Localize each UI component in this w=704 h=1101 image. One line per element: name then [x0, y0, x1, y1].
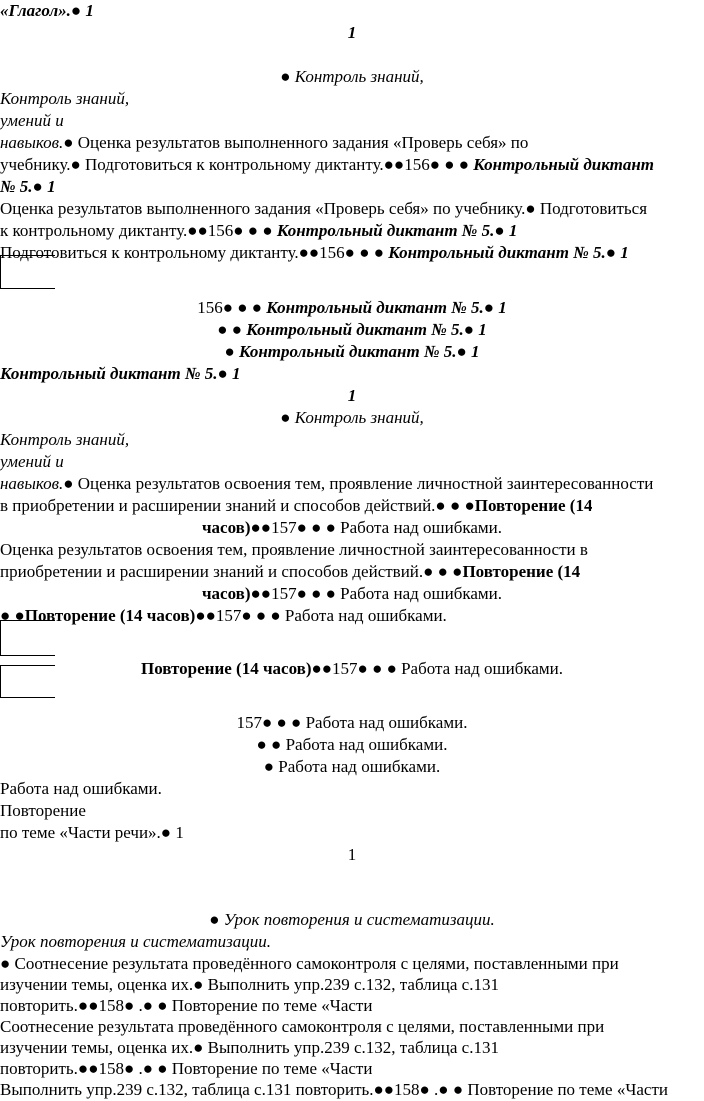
text-line: Повторение (14 часов)●●157● ● ● Работа над ошибками. — [140, 659, 563, 678]
lesson-hours: 1 — [347, 23, 357, 42]
text-line: ● ● Контрольный диктант № 5.● 1 — [217, 320, 487, 339]
text-line: Соотнесение результата проведённого самоконтроля с целями, поставленными при — [0, 1017, 605, 1036]
text-line: повторить.●●158● .● ● Повторение по теме «Части — [0, 1059, 373, 1078]
text-line: навыков.● Оценка результатов выполненного задания «Проверь себя» по — [0, 133, 529, 152]
text-line: «Глагол».● 1 — [0, 1, 94, 20]
text-line: приобретении и расширении знаний и способов действий.● ● ●Повторение (14 — [0, 562, 581, 581]
text-line: ● Контрольный диктант № 5.● 1 — [224, 342, 480, 361]
text-line: часов)●●157● ● ● Работа над ошибками. — [201, 584, 503, 603]
text-line: к контрольному диктанту.●●156● ● ● Контрольный диктант № 5.● 1 — [0, 221, 518, 240]
text-line: Работа над ошибками. — [0, 779, 162, 798]
table-cell-box — [0, 665, 55, 698]
text-line: изучении темы, оценка их.● Выполнить упр.239 с.132, таблица с.131 — [0, 975, 499, 994]
text-line: навыков.● Оценка результатов освоения тем, проявление личностной заинтересованности — [0, 474, 654, 493]
text-line: изучении темы, оценка их.● Выполнить упр.239 с.132, таблица с.131 — [0, 1038, 499, 1057]
text-line: умений и — [0, 452, 64, 471]
text-line: ● Соотнесение результата проведённого самоконтроля с целями, поставленными при — [0, 954, 619, 973]
text-line: Урок повторения и систематизации. — [0, 932, 271, 951]
lesson-type: ● Контроль знаний, — [280, 408, 424, 427]
table-cell-box — [0, 255, 55, 289]
text-line: в приобретении и расширении знаний и способов действий.● ● ●Повторение (14 — [0, 496, 593, 515]
text-line: повторить.●●158● .● ● Повторение по теме «Части — [0, 996, 373, 1015]
text-line: по теме «Части речи».● 1 — [0, 823, 184, 842]
lesson-type: ● Урок повторения и систематизации. — [209, 910, 495, 929]
text-line: учебнику.● Подготовиться к контрольному диктанту.●●156● ● ● Контрольный диктант — [0, 155, 654, 174]
text-line: Контроль знаний, — [0, 89, 130, 108]
text-line: Контрольный диктант № 5.● 1 — [0, 364, 241, 383]
text-line: Повторение — [0, 801, 86, 820]
text-line: ● Работа над ошибками. — [263, 757, 441, 776]
lesson-type: ● Контроль знаний, — [280, 67, 424, 86]
table-cell-box — [0, 620, 55, 656]
text-line: Контроль знаний, — [0, 430, 130, 449]
text-line: 157● ● ● Работа над ошибками. — [236, 713, 468, 732]
text-line: 156● ● ● Контрольный диктант № 5.● 1 — [197, 298, 507, 317]
lesson-hours: 1 — [347, 386, 357, 405]
text-line: ● ●Повторение (14 часов)●●157● ● ● Работа над ошибками. — [0, 606, 447, 625]
text-line: Оценка результатов выполненного задания «Проверь себя» по учебнику.● Подготовиться — [0, 199, 648, 218]
text-line: умений и — [0, 111, 64, 130]
lesson-hours: 1 — [347, 845, 357, 864]
text-line: № 5.● 1 — [0, 177, 56, 196]
text-line: Оценка результатов освоения тем, проявление личностной заинтересованности в — [0, 540, 588, 559]
text-line: часов)●●157● ● ● Работа над ошибками. — [201, 518, 503, 537]
text-line: Подготовиться к контрольному диктанту.●●156● ● ● Контрольный диктант № 5.● 1 — [0, 243, 629, 262]
text-line: Выполнить упр.239 с.132, таблица с.131 повторить.●●158● .● ● Повторение по теме «Части — [0, 1080, 669, 1099]
text-line: ● ● Работа над ошибками. — [256, 735, 448, 754]
